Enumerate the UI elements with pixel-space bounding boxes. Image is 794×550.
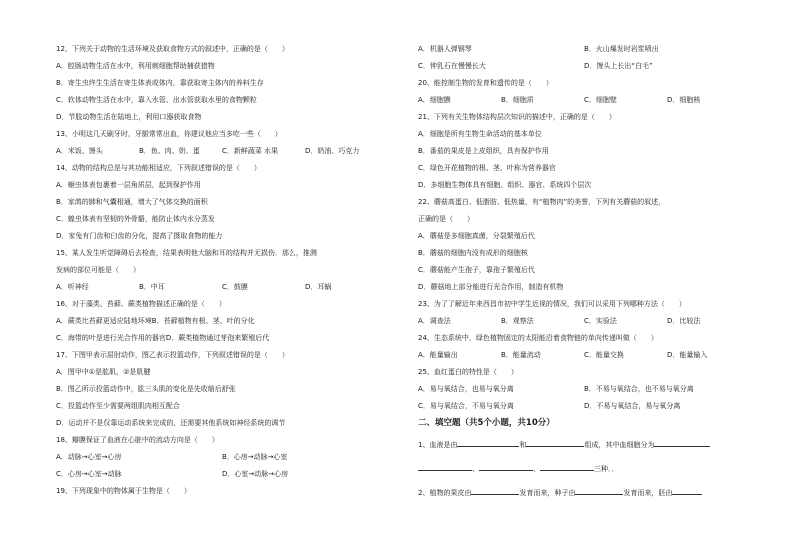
option-d: D．多细胞生物体具有细胞、组织、器官、系统四个层次 [418,181,592,189]
option-d: D．比较法 [667,317,701,325]
fill-text: 发育而来，胚由 [623,489,673,497]
question-19-options [418,44,750,71]
answer-blank[interactable] [540,462,594,471]
option-c: C．钟乳石在慢慢长大 [418,62,486,70]
option-a: A．图甲中①是肱肌，②是肌腱 [56,368,151,376]
question-stem: 21、下列有关生物体结构层次知识的描述中，正确的是（ ） [418,113,616,121]
question-18 [56,435,388,479]
option-b: B．蘑菇的细胞内没有成形的细胞核 [418,249,528,257]
option-b: B．观察法 [501,317,534,325]
option-a: A．细胞是所有生物生命活动的基本单位 [418,130,542,138]
option-d: D．不易与氧结合，易与氧分离 [584,402,681,410]
option-c: C．蝗虫体表有坚韧的外骨骼，能防止体内水分蒸发 [56,215,215,223]
options-row [56,282,388,292]
option-c: C．鼓膜 [222,283,248,291]
fill-text: 发育而来，种子由 [519,489,576,497]
option-d: D．耳蜗 [305,283,332,291]
option-a: A．细胞膜 [418,96,451,104]
question-stem: 23、为了了解近年来西昌市初中学生近视的情况，我们可以采用下列哪种方法（ ） [418,300,686,308]
answer-blank[interactable] [418,462,472,471]
option-b: B．番茄的果皮是上皮组织，具有保护作用 [418,147,549,155]
options-row [418,401,750,411]
option-c: C．细胞壁 [584,96,617,104]
option-c: C．心房→心室→动脉 [56,470,122,478]
question-stem: 18、瓣膜保证了血液在心脏中的流动方向是（ ） [56,436,219,444]
option-d: D．心室→动脉→心房 [222,470,289,478]
option-b: B．鱼、肉、奶、蛋 [139,147,200,155]
question-stem: 19、下列现象中的物体属于生物是（ ） [56,487,191,495]
option-d: D．蘑菇地上部分能进行光合作用，制造有机物 [418,283,564,291]
answer-blank[interactable] [654,438,710,447]
question-stem: 25、血红蛋白的特性是（ ） [418,368,518,376]
fill-blank-1 [418,438,750,450]
question-14 [56,163,388,241]
question-stem: 22、蘑菇高蛋白、低脂肪、低热量，有“植物肉”的美誉，下列有关蘑菇的叙述， [418,198,666,206]
options-row [418,95,750,105]
option-a: A．腔肠动物生活在水中，利用刺细胞帮助捕获猎物 [56,62,215,70]
answer-blank[interactable] [575,486,623,495]
section-heading: 二、填空题（共5个小题，共10分） [418,418,555,428]
fill-text: 、 [533,465,540,473]
question-17 [56,350,388,428]
right-column [418,44,750,510]
fill-text: 三种．． [594,465,619,473]
option-cd: C．海带的叶是进行光合作用的器官D．蕨类植物通过芽孢来繁殖后代 [56,334,270,342]
question-22 [418,197,750,292]
option-b: B．能量流动 [501,351,541,359]
option-a: A．蛔虫体表包裹着一层角质层，起到保护作用 [56,181,201,189]
answer-blank[interactable] [479,462,533,471]
option-c: C．投篮动作至少需要两组肌肉相互配合 [56,402,180,410]
option-b: B．家鸽的肺和气囊相通，增大了气体交换的面积 [56,198,208,206]
option-a: A．机器人弹钢琴 [418,45,472,53]
question-stem: 14、动物的结构总是与其功能相适应，下列叙述错误的是（ ） [56,164,261,172]
option-c: C．新鲜蔬菜 水果 [222,147,279,155]
option-c: C．能量交换 [584,351,624,359]
question-25 [418,367,750,411]
option-a: A．米饭、馒头 [56,147,103,155]
options-row [56,469,388,479]
question-stem-continued: 发病的部位可能是（ ） [56,266,140,274]
option-a: A．蘑菇是多细胞真菌，分裂繁殖后代 [418,232,535,240]
question-stem: 17、下图甲表示屈肘动作，图乙表示投篮动作，下列叙述错误的是（ ） [56,351,289,359]
option-b: B．图乙所示投篮动作中，肱三头肌的变化是先收缩后舒张 [56,385,236,393]
fill-text: 和 [519,441,527,449]
answer-blank[interactable] [471,486,519,495]
question-13 [56,129,388,156]
options-row [418,384,750,394]
fill-text: 、 [472,465,479,473]
option-b: B．火山爆发时岩浆喷出 [584,45,659,53]
option-b: B．寄生虫终生生活在寄生体表或体内，靠获取寄主体内的养料生存 [56,79,264,87]
fill-text: 2、植物的果皮由 [418,489,472,497]
answer-blank[interactable] [672,486,702,495]
option-d: D．馒头上长出“白毛” [584,62,653,70]
option-a: A．动脉→心室→心房 [56,453,122,461]
option-a: A．调查法 [418,317,451,325]
question-stem: 20、能控制生物的发育和遗传的是（ ） [418,79,553,87]
option-b: B．不易与氧结合，也不易与氧分离 [584,385,694,393]
option-a: A．听神经 [56,283,89,291]
option-d: D．家兔有门齿和臼齿的分化，提高了摄取食物的能力 [56,232,223,240]
option-b: B．心房→动脉→心室 [222,453,288,461]
question-23 [418,299,750,326]
options-row [56,146,388,156]
question-20 [418,78,750,105]
fill-blank-2 [418,486,750,498]
question-stem-continued: 正确的是（ ） [418,215,474,223]
options-row [418,350,750,360]
option-d: D．细胞核 [667,96,701,104]
option-a: A．易与氧结合，也易与氧分离 [418,385,514,393]
question-stem: 24、生态系统中，绿色植物固定的太阳能沿着食物链的单向传递叫做（ ） [418,334,658,342]
options-row [418,61,750,71]
answer-blank[interactable] [457,438,519,447]
option-c: C．实验法 [584,317,617,325]
option-c: C．绿色开花植物的根、茎、叶称为营养器官 [418,164,556,172]
question-12 [56,44,388,122]
question-21 [418,112,750,190]
option-d: D．能量输入 [667,351,708,359]
question-stem: 12、下列关于动物的生活环境及获取食物方式的叙述中，正确的是（ ） [56,45,289,53]
question-stem: 13、小明这几天刷牙时，牙龈常常出血，你建议他应当多吃一些（ ） [56,130,282,138]
option-a: A．能量输出 [418,351,458,359]
options-row [56,452,388,462]
options-row [418,316,750,326]
answer-blank[interactable] [526,438,584,447]
option-d: D．运动并不是仅靠运动系统来完成的，还需要其他系统如神经系统的调节 [56,419,286,427]
question-16 [56,299,388,343]
fill-text: 组成，其中血细胞分为 [584,441,655,449]
option-d: D．节肢动物生活在陆地上，利用口器获取食物 [56,113,202,121]
option-b: B．细胞质 [501,96,534,104]
option-b: B．中耳 [139,283,165,291]
question-stem: 16、对于藻类、苔藓、蕨类植物描述正确的是（ ） [56,300,226,308]
left-column [56,44,388,503]
fill-text: 1、血液是由 [418,441,458,449]
option-c: C．软体动物生活在水中，靠入水管、出水管获取水里的食物颗粒 [56,96,257,104]
question-stem: 15、某人发生听觉障碍后去检查，结果表明他大脑和耳的结构并无损伤．那么，推测 [56,249,317,257]
question-24 [418,333,750,360]
option-ab: A．蕨类比苔藓更适应陆地环境B．苔藓植物有根、茎、叶的分化 [56,317,255,325]
question-15 [56,248,388,292]
question-19 [56,486,388,496]
options-row [418,44,750,54]
option-c: C．易与氧结合，不易与氧分离 [418,402,514,410]
option-d: D．奶油、巧克力 [305,147,360,155]
fill-blank-1-continued [418,462,750,474]
option-c: C．蘑菇能产生孢子，靠孢子繁殖后代 [418,266,535,274]
